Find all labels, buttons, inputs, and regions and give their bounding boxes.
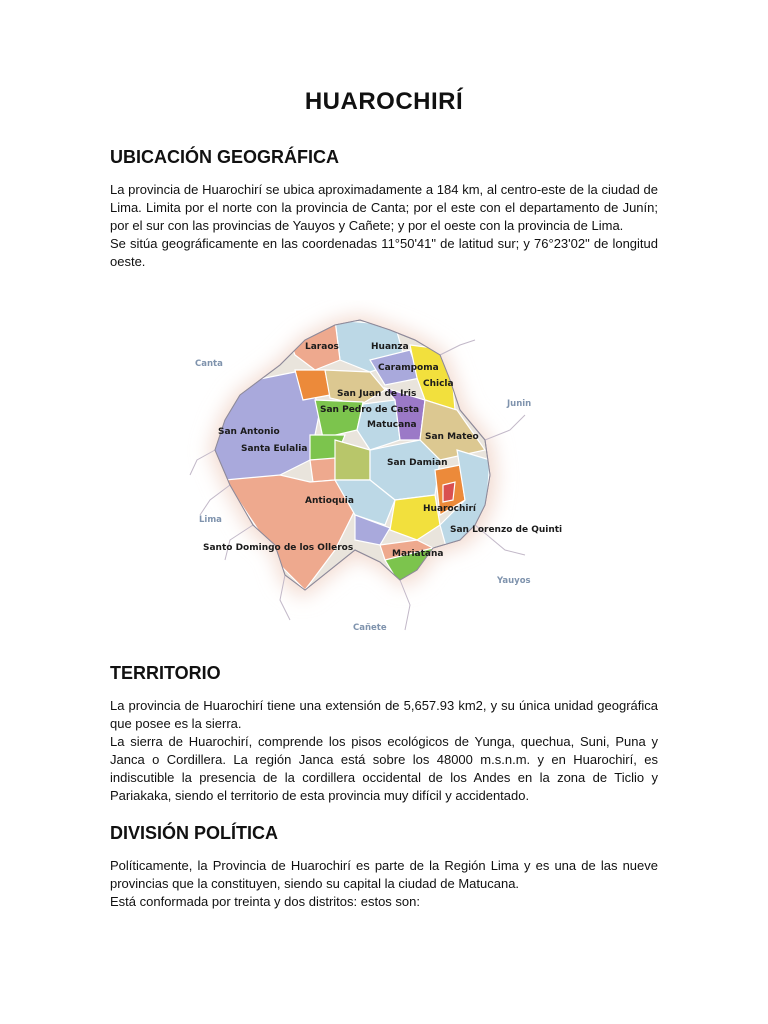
district-label-laraos: Laraos [305, 342, 339, 352]
district-pink-small [310, 458, 335, 482]
district-label-huanza: Huanza [371, 342, 409, 352]
district-label-san-mateo: San Mateo [425, 432, 479, 442]
neighbor-label-junin: Junin [507, 399, 532, 409]
district-label-chicla: Chicla [423, 379, 454, 389]
district-red-small [443, 482, 455, 502]
neighbor-label-yauyos: Yauyos [497, 576, 531, 586]
district-label-san-pedro-de-casta: San Pedro de Casta [320, 405, 420, 415]
district-label-san-damian: San Damian [387, 458, 448, 468]
section-heading-division-politica: DIVISIÓN POLÍTICA [110, 823, 279, 843]
district-label-santo-domingo-de-los-olleros: Santo Domingo de los Olleros [203, 543, 354, 553]
paragraph: La sierra de Huarochirí, comprende los pisos ecológicos de Yunga, quechua, Suni, Puna y Janca o Cordillera. La región Janca está sobre los 48000 m.s.n.m. y en Huarochirí, es indiscutible la presencia de la cordillera occidental de los Andes en la zona de Ticlio y Pariakaka, siendo el territorio de esta provincia muy difícil y accidentado. [110, 734, 658, 803]
district-map-graphic [185, 300, 575, 645]
paragraph: Está conformada por treinta y dos distritos: estos son: [110, 894, 420, 909]
paragraph: Políticamente, la Provincia de Huarochirí es parte de la Región Lima y es una de las nueve provincias que la constituyen, siendo su capital la ciudad de Matucana. [110, 858, 658, 891]
district-label-mariatana: Mariatana [392, 549, 444, 559]
section-heading-territorio: TERRITORIO [110, 663, 221, 683]
neighbor-label-canete: Cañete [353, 623, 387, 633]
paragraph: Se sitúa geográficamente en las coordenadas 11°50'41" de latitud sur; y 76°23'02" de longitud oeste. [110, 236, 658, 269]
district-label-carampoma: Carampoma [378, 363, 439, 373]
district-antioquia [225, 475, 355, 590]
page-title: HUAROCHIRÍ [304, 88, 464, 115]
district-label-san-antonio: San Antonio [218, 427, 280, 437]
section-body-territorio [110, 697, 658, 805]
district-label-santa-eulalia: Santa Eulalia [241, 444, 308, 454]
district-label-san-juan-de-iris: San Juan de Iris [337, 389, 417, 399]
huarochiri-district-map [185, 300, 575, 645]
neighbor-label-canta: Canta [195, 359, 223, 369]
section-body-division-politica [110, 857, 658, 911]
district-label-san-lorenzo-de-quinti: San Lorenzo de Quinti [450, 525, 563, 535]
section-heading-ubicacion: UBICACIÓN GEOGRÁFICA [110, 147, 339, 167]
neighbor-label-lima: Lima [199, 515, 222, 525]
district-label-antioquia: Antioquia [305, 496, 354, 506]
section-body-ubicacion [110, 181, 658, 271]
paragraph: La provincia de Huarochirí se ubica aproximadamente a 184 km, al centro-este de la ciudad de Lima. Limita por el norte con la provincia de Canta; por el este con el departamento de Junín; por el sur con las provincias de Yauyos y Cañete; y por el oeste con la provincia de Lima. [110, 182, 658, 233]
paragraph: La provincia de Huarochirí tiene una extensión de 5,657.93 km2, y su única unidad geográfica que posee es la sierra. [110, 698, 658, 731]
district-label-huarochiri: Huarochirí [423, 504, 476, 514]
district-label-matucana: Matucana [367, 420, 417, 430]
